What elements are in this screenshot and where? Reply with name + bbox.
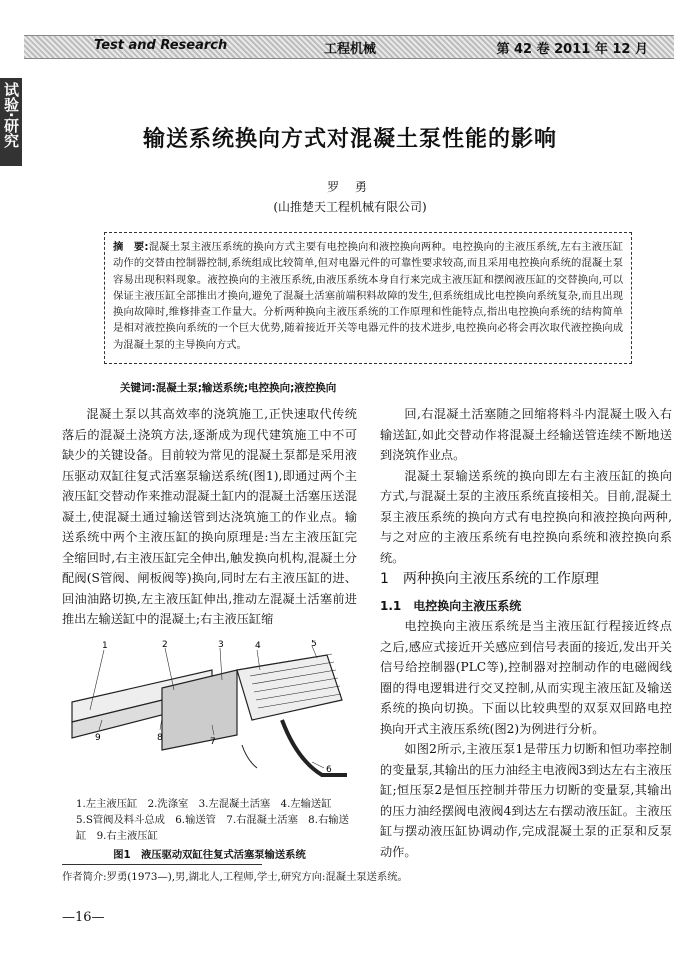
- figure-label-1: 1: [102, 641, 108, 651]
- figure-label-7: 7: [210, 737, 216, 747]
- author: 罗 勇: [327, 180, 373, 194]
- pump-illustration: [72, 654, 347, 775]
- right-paragraph-1: 回,右混凝土活塞随之回缩将料斗内混凝土吸入右输送缸,如此交替动作将混凝土经输送管连续不断地送到浇筑作业点。: [380, 407, 672, 462]
- abstract-label: 摘 要:: [113, 241, 149, 253]
- abstract-box: [104, 232, 632, 364]
- paper-title: 输送系统换向方式对混凝土泵性能的影响: [142, 127, 557, 152]
- right-column-bottom: [380, 616, 672, 862]
- footnote-divider: [62, 864, 262, 865]
- abstract-text: 混凝土泵主液压系统的换向方式主要有电控换向和液控换向两种。电控换向的主液压系统,左右主液压缸动作的交替由控制器控制,系统组成比较简单,但对电器元件的可靠性要求较高,而且采用电控换向系统的混凝土泵容易出现积料现象。液控换向的主液压系统,由液压系统本身自行来完成主液压缸和摆阀液压缸的交替换向,可以保证主液压缸全部推出才换向,避免了混凝土活塞前端积料故障的发生,但系统组成比电控换向系统复杂,而且出现换向故障时,维修排查工作量大。分析两种换向主液压系统的工作原理和性能特点,指出电控换向系统的结构简单是相对液控换向系统的一个巨大优势,随着接近开关等电器元件的技术进步,电控换向必将会再次取代液控换向成为混凝土泵的主导换向方式。: [113, 241, 623, 351]
- left-paragraph: 混凝土泵以其高效率的浇筑施工,正快速取代传统落后的混凝土浇筑方法,逐渐成为现代建筑施工中不可缺少的关键设备。目前较为常见的混凝土泵都是采用液压驱动双缸往复式活塞泵输送系统(图1),即通过两个主液压缸交替动作来推动混凝土缸内的混凝土活塞压送混凝土,使混凝土通过输送管到达浇筑施工的作业点。输送系统中两个主液压缸的换向原理是:当左主液压缸完全缩回时,右主液压缸完全伸出,触发换向机构,混凝土分配阀(S管阀、闸板阀等)换向,同时左右主液压缸的进、回油油路切换,左主液压缸伸出,推动左混凝土活塞前进推出左输送缸中的混凝土;右主液压缸缩: [62, 407, 357, 626]
- right-column-top: [380, 404, 672, 568]
- figure-label-5: 5: [311, 640, 317, 649]
- figure-label-9: 9: [95, 733, 101, 743]
- figure-caption: 1.左主液压缸 2.洗涤室 3.左混凝土活塞 4.左输送缸 5.S管阀及料斗总成 6.输送管 7.右混凝土活塞 8.右输送缸 9.右主液压缸: [76, 798, 349, 842]
- right-paragraph-2: 混凝土泵输送系统的换向即左右主液压缸的换向方式,与混凝土泵的主液压系统直接相关。目前,混凝土泵主液压系统的换向方式有电控换向和液控换向两种,与之对应的主液压系统有电控换向系统和液控换向系统。: [380, 468, 672, 565]
- page-number: —16—: [62, 910, 105, 925]
- figure-1-diagram: [62, 640, 357, 790]
- journal-header: [24, 35, 674, 59]
- header-left: Test and Research: [94, 38, 228, 53]
- figure-label-3: 3: [218, 640, 224, 650]
- figure-title: 图1 液压驱动双缸往复式活塞泵输送系统: [113, 849, 306, 861]
- right-paragraph-4: 如图2所示,主液压泵1是带压力切断和恒功率控制的变量泵,其输出的压力油经主电液阀3到达左右主液压缸;恒压泵2是恒压控制并带压力切断的变量泵,其输出的压力油经摆阀电液阀4到达左右摆动液压缸。主液压缸与摆动液压缸协调动作,完成混凝土泵的正泵和反泵动作。: [380, 742, 672, 859]
- sidebar-label: 试验·研究: [2, 82, 20, 148]
- header-journal-name: 工程机械: [324, 42, 377, 57]
- figure-label-8: 8: [157, 733, 163, 743]
- author-footnote: 作者简介:罗勇(1973—),男,湖北人,工程师,学士,研究方向:混凝土泵送系统。: [62, 871, 408, 883]
- figure-label-2: 2: [162, 640, 168, 650]
- left-column: [62, 404, 357, 630]
- figure-label-4: 4: [255, 641, 261, 651]
- figure-label-6: 6: [326, 765, 332, 775]
- right-paragraph-3: 电控换向主液压系统是当主液压缸行程接近终点之后,感应式接近开关感应到信号表面的接近,发出开关信号给控制器(PLC等),控制器对控制动作的电磁阀线圈的得电逻辑进行交叉控制,从而实现主液压缸及输送系统的换向切换。下面以比较典型的双泵双回路电控换向开式主液压系统(图2)为例进行分析。: [380, 619, 672, 736]
- section-heading-1: 1 两种换向主液压系统的工作原理: [380, 571, 599, 587]
- header-issue: 第 42 卷 2011 年 12 月: [496, 42, 648, 57]
- keywords: 关键词:混凝土泵;输送系统;电控换向;液控换向: [120, 382, 337, 394]
- section-heading-1-1: 1.1 电控换向主液压系统: [380, 599, 522, 613]
- affiliation: (山推楚天工程机械有限公司): [273, 200, 427, 214]
